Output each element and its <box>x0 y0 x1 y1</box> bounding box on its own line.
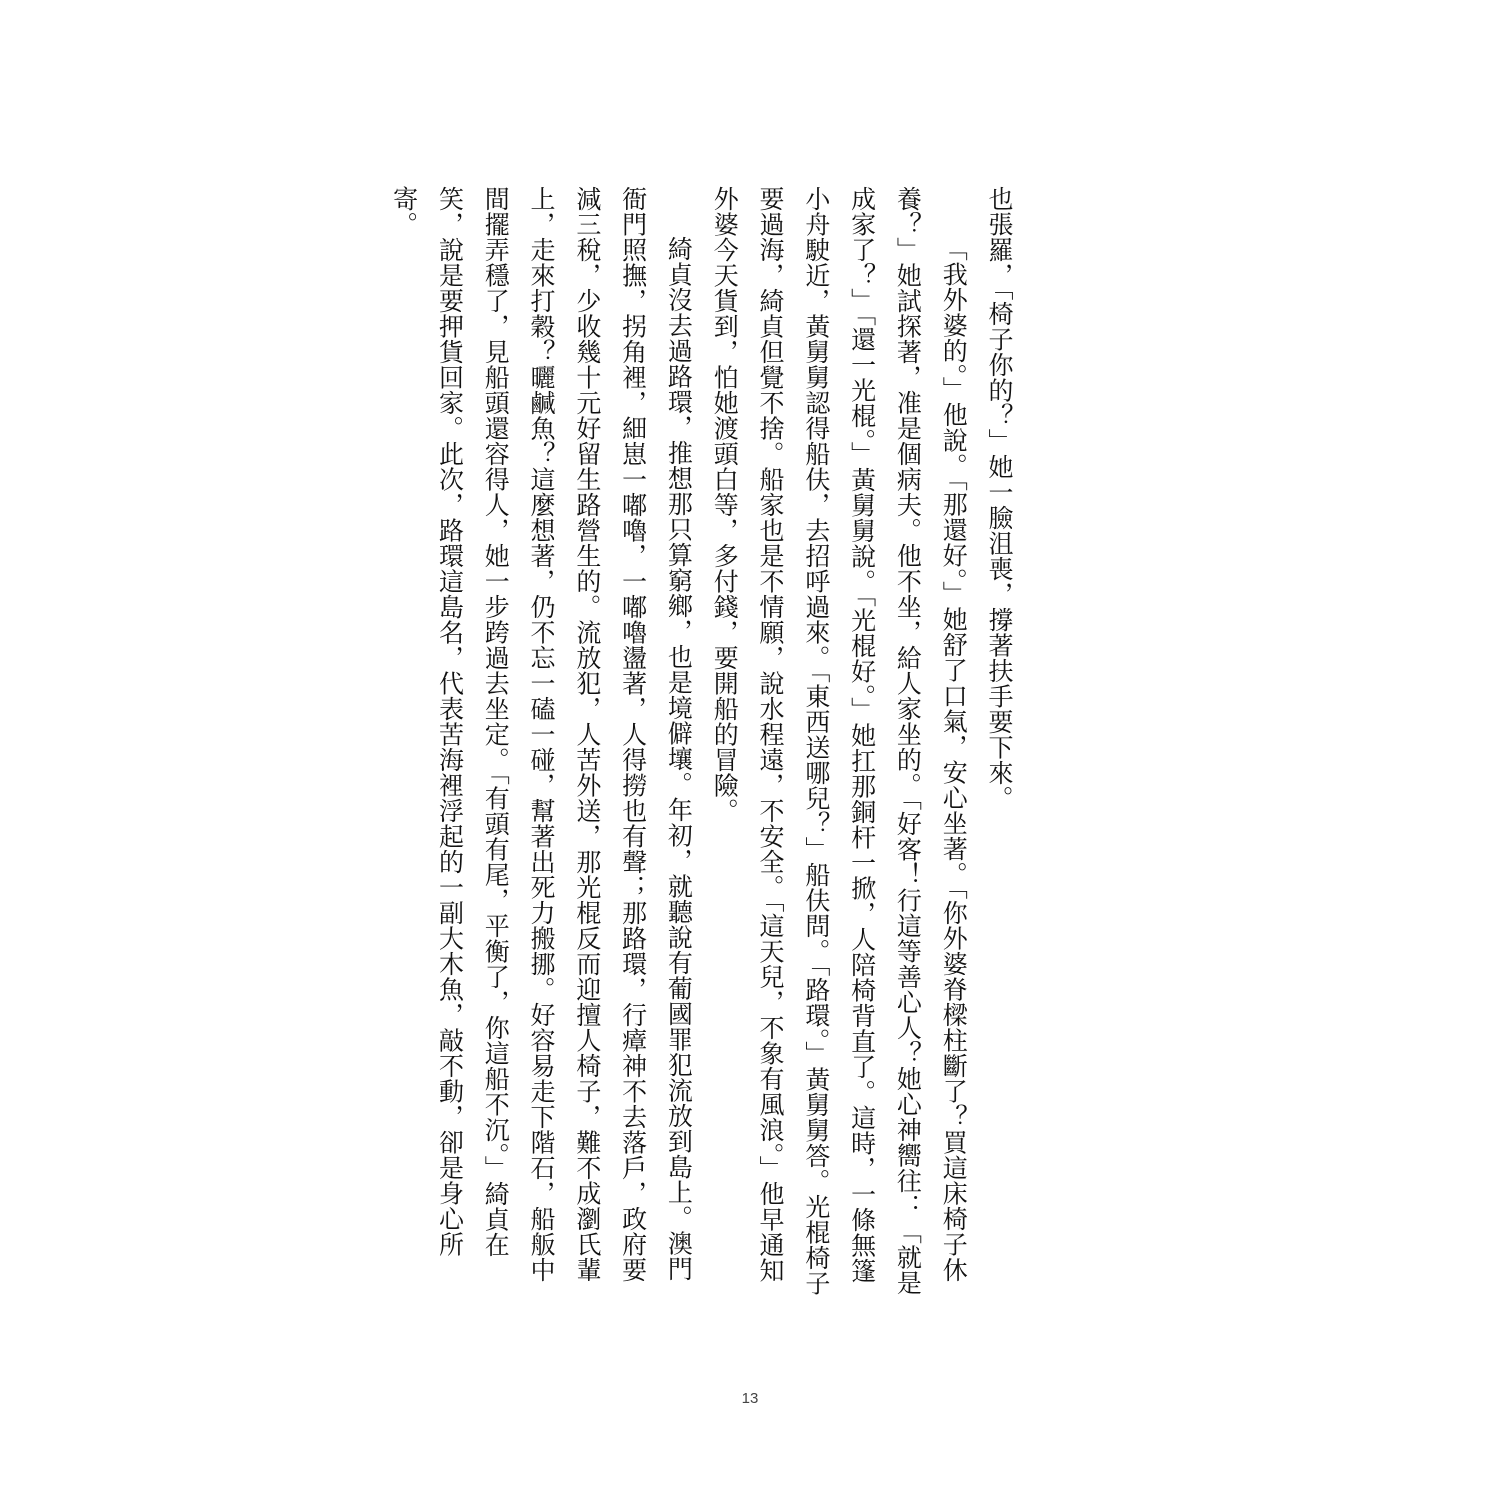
paragraph-narrative: 綺貞沒去過路環，推想那只算窮鄉，也是境僻壤。年初，就聽說有葡國罪犯流放到島上。澳門衙門照撫，拐角裡，細崽一嘟嚕，一嘟嚕盪著，人得撈也有聲；那路環，行瘴神不去落戶，政府要減三稅，少收幾十元好留生路營生的。流放犯，人苦外送，那光棍反而迎擅人椅子，難不成瀏氏輩上，走來打穀？曬鹹魚？這麼想著，仍不忘一磕一碰，幫著出死力搬挪。好容易走下階石，船舨中間擺弄穩了，見船頭還容得人，她一步跨過去坐定。「有頭有尾，平衡了，你這船不沉。」綺貞在笑，說是要押貨回家。此次，路環這島名，代表苦海裡浮起的一副大木魚，敲不動，卻是身心所寄。 <box>389 186 694 1283</box>
paragraph-dialogue: 「我外婆的。」他說。「那還好。」她舒了口氣，安心坐著。「你外婆脊樑柱斷了？買這床椅子休養？」她試探著，准是個病夫。他不坐，給人家坐的。「好客！行這等善心人？她心神嚮往：「就是成家了？」「還一光棍。」黃舅舅說。「光棍好。」她扛那銅杆一掀，人陪椅背直了。這時，一條無篷小舟駛近，黃舅舅認得船伕，去招呼過來。「東西送哪兒？」船伕問。「路環。」黃舅舅答。光棍椅子要過海，綺貞但覺不捨。船家也是不情願，說水程遠，不安全。「這天兒，不象有風浪。」他早通知外婆今天貨到，怕她渡頭白等，多付錢，要開船的冒險。 <box>710 186 969 1296</box>
paragraph-continuation: 也張羅，「椅子你的？」她一臉沮喪，撐著扶手要下來。 <box>985 186 1014 811</box>
vertical-text-body <box>335 186 1022 1296</box>
page-number: 13 <box>741 1390 759 1407</box>
